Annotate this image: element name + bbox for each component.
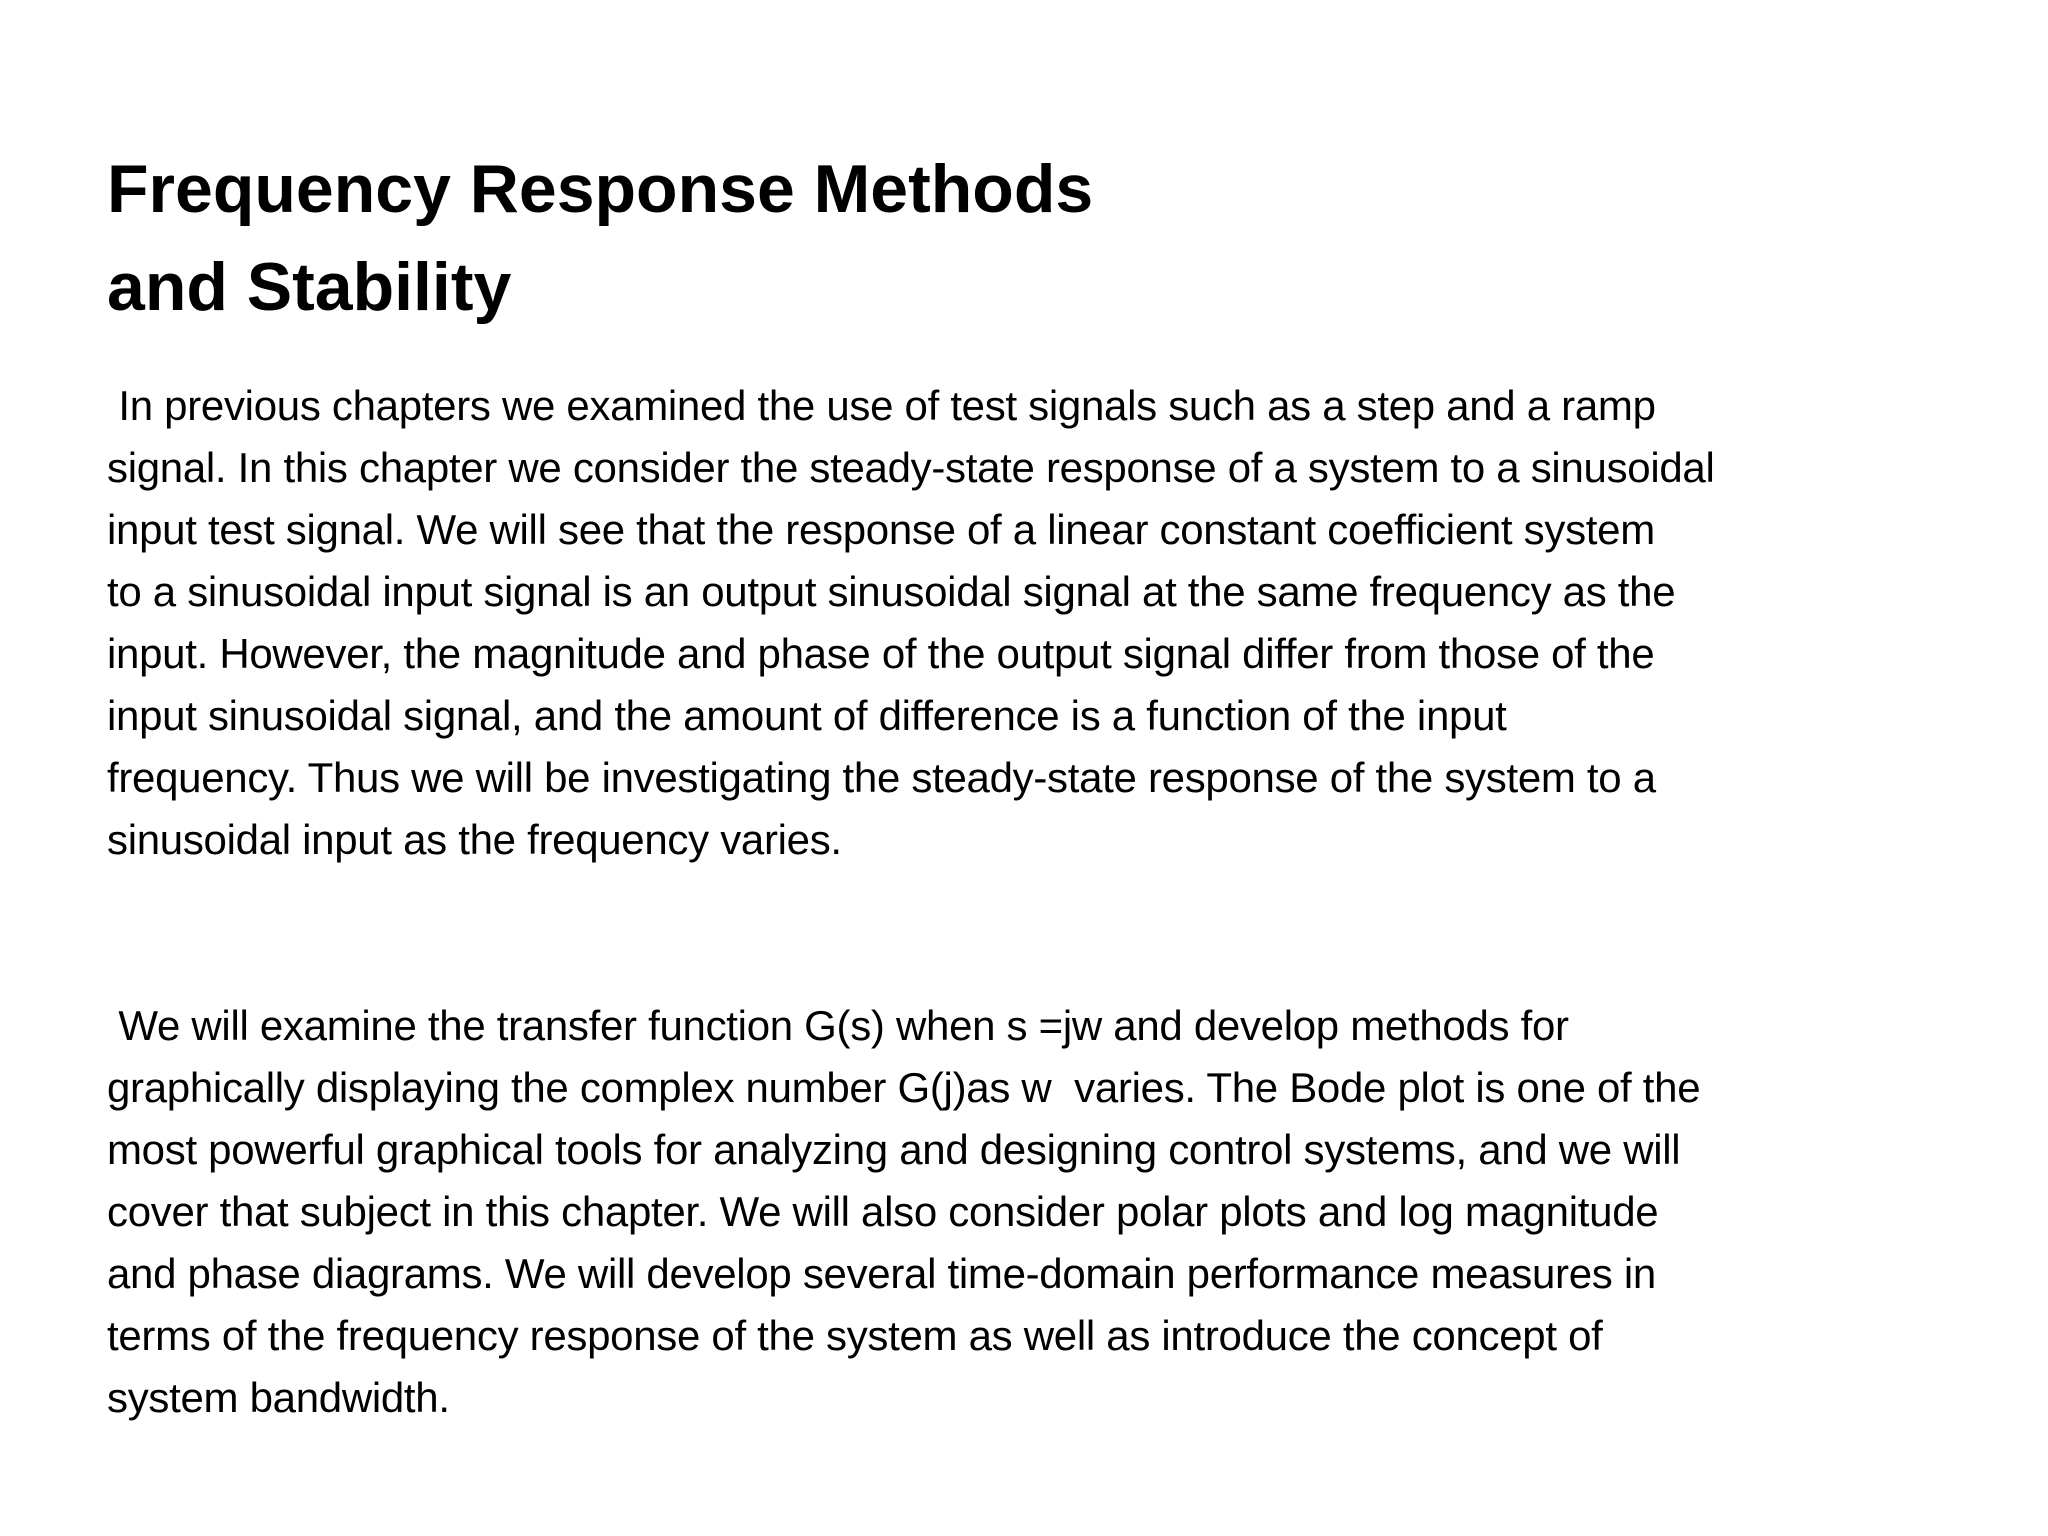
paragraph-line: most powerful graphical tools for analyzing and designing control systems, and we will xyxy=(107,1126,1681,1173)
slide-title xyxy=(107,140,1507,336)
paragraph-line: sinusoidal input as the frequency varies. xyxy=(107,816,842,863)
paragraph-line: to a sinusoidal input signal is an output sinusoidal signal at the same frequency as the xyxy=(107,568,1676,615)
paragraph-line: terms of the frequency response of the system as well as introduce the concept of xyxy=(107,1312,1603,1359)
paragraph-line: We will examine the transfer function G(s) when s =jw and develop methods for xyxy=(107,1002,1569,1049)
paragraph-text xyxy=(107,995,1967,1429)
paragraph-line: cover that subject in this chapter. We will also consider polar plots and log magnitude xyxy=(107,1188,1659,1235)
paragraph-line: In previous chapters we examined the use of test signals such as a step and a ramp xyxy=(107,382,1656,429)
paragraph-line: frequency. Thus we will be investigating the steady-state response of the system to a xyxy=(107,754,1656,801)
body-paragraph-1 xyxy=(107,375,1967,871)
paragraph-line: input test signal. We will see that the response of a linear constant coefficient system xyxy=(107,506,1655,553)
paragraph-line: and phase diagrams. We will develop several time-domain performance measures in xyxy=(107,1250,1656,1297)
paragraph-line: graphically displaying the complex number G(j)as w varies. The Bode plot is one of the xyxy=(107,1064,1701,1111)
paragraph-line: input. However, the magnitude and phase of the output signal differ from those of the xyxy=(107,630,1655,677)
body-paragraph-2 xyxy=(107,995,1967,1429)
title-line: Frequency Response Methods xyxy=(107,151,1094,227)
title-line: and Stability xyxy=(107,249,512,325)
paragraph-line: system bandwidth. xyxy=(107,1374,450,1421)
paragraph-line: input sinusoidal signal, and the amount of difference is a function of the input xyxy=(107,692,1507,739)
paragraph-line: signal. In this chapter we consider the steady-state response of a system to a sinusoidal xyxy=(107,444,1715,491)
paragraph-text xyxy=(107,375,1967,871)
